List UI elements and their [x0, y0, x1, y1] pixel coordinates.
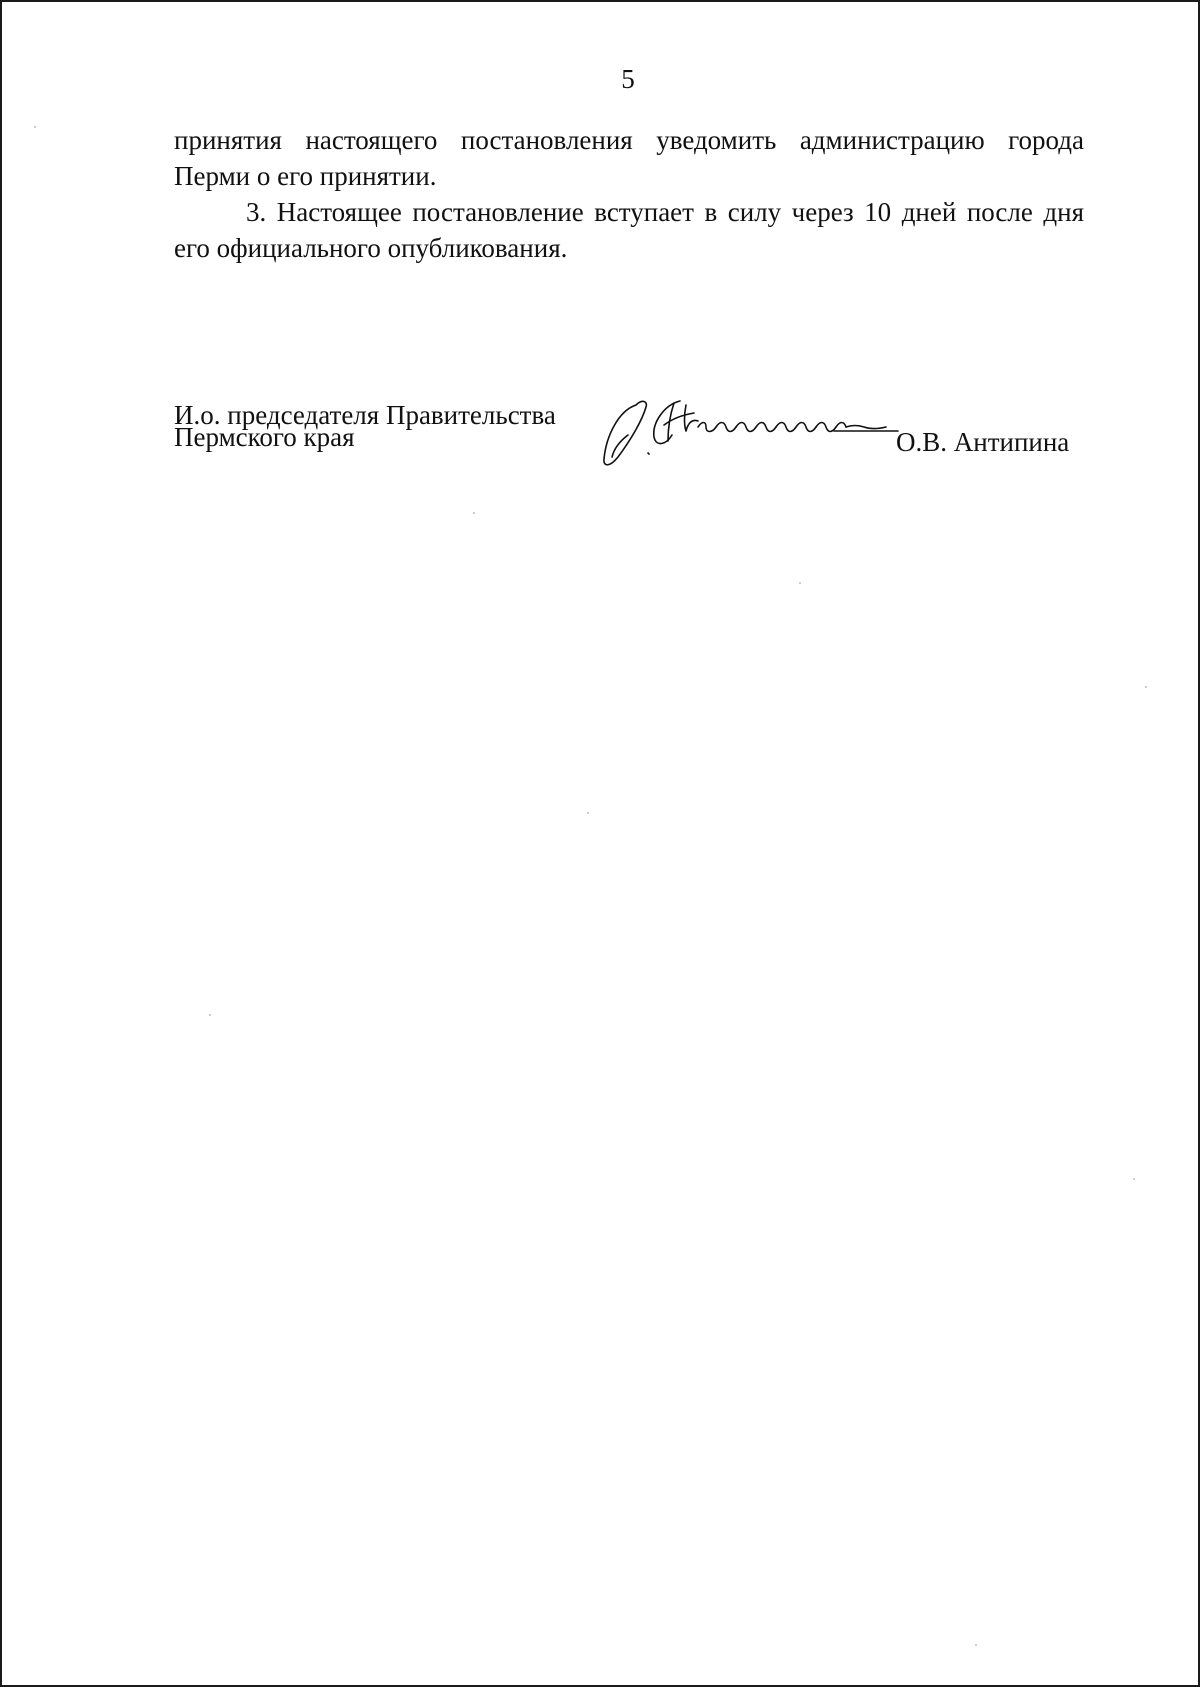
signatory-title-line: Пермского края	[174, 422, 355, 452]
signer-name: О.В. Антипина	[896, 427, 1070, 457]
scan-speck	[34, 126, 36, 128]
handwritten-signature	[602, 397, 902, 469]
paragraph-continuation	[174, 122, 1084, 194]
scan-speck	[587, 812, 589, 814]
scan-speck	[473, 512, 475, 514]
scan-speck	[975, 1644, 977, 1646]
scan-speck	[1133, 1178, 1135, 1180]
signatory-title	[174, 400, 556, 452]
scan-speck	[209, 1014, 211, 1016]
scan-speck	[1145, 686, 1147, 688]
paragraph-line: Перми о его принятии.	[174, 161, 437, 191]
page-number: 5	[621, 64, 635, 94]
signatory-title-line: И.о. председателя Правительства	[174, 400, 556, 430]
scan-speck	[799, 582, 801, 584]
paragraph-item-3: 3. Настоящее постановление вступает в силу через 10 дней после дня его официального опубликования.	[174, 197, 1084, 263]
paragraph-line: принятия настоящего постановления уведомить администрацию города	[174, 125, 1084, 155]
